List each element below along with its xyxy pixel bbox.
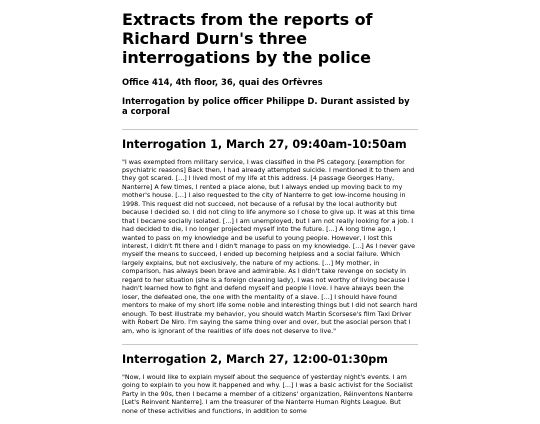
interrogation-text: "I was exempted from military service, I was classified in the PS category. [exemption for psychiatric reasons] Back then, I had already attempted suicide. I mentioned it to them and they got scared. [...] I lived most of my life at this address. [4 passage Georges Hany, Nanterre] A few times, I rented a place alone, but I always ended up moving back to my mother's house. [...] I also requested to the city of Nanterre to get low-income housing in 1998. This request did not succeed, not because of a refusal by the local authority but because I decided so. I did not cling to life anymore so I chose to give up. It was at this time that I became socially isolated. [...] I am unemployed, but I am not really looking for a job. I had decided to die, I no longer projected myself into the future. [...] A long time ago, I wanted to pass on my knowledge and be useful to young people. However, I lost this interest, I didn't fit there and I didn't manage to pass on my knowledge. [...] As I never gave myself the means to succeed, I ended up becoming helpless and a social failure. Which largely explains, but not exclusively, the nature of my actions. [...] My mother, in comparison, has always been brave and admirable. As I didn't take revenge on society in regard to her situation (she is a foreign cleaning lady), I was not worthy of living because I hadn't learned how to fight and defend myself and people I love. I have always been the loser, the defeated one, the one with the mentality of a slave. [...] I should have found mentors to make of my short life some noble and interesting things but I did not search hard enough. To best illustrate my behavior, you should watch Martin Scorsese's film Taxi Driver with Robert De Niro. I'm saying the same thing over and over, but the asocial person that I am, who is ignorant of the realities of life does not deserve to live." <box>122 158 418 335</box>
page-title: Extracts from the reports of Richard Durn's three interrogations by the police <box>122 10 373 67</box>
section-divider <box>122 344 418 345</box>
interrogation-section-1 <box>122 138 418 337</box>
interrogation-heading: Interrogation 2, March 27, 12:00-01:30pm <box>122 353 388 367</box>
interrogation-text: "Now, I would like to explain myself about the sequence of yesterday night's events. I am going to explain to you how it happened and why. [...] I was a basic activist for the Socialist Party in the 90s, then I became a member of a citizens' organization, Réinventons Nanterre [Let's Reinvent Nanterre]. I am the treasurer of the Nanterre Human Rights League. But none of these activities and functions, in addition to some <box>122 374 413 415</box>
interrogator-subtitle: Interrogation by police officer Philippe D. Durant assisted by a corporal <box>122 95 410 116</box>
section-divider <box>122 129 418 130</box>
location-subtitle: Office 414, 4th floor, 36, quai des Orfèvres <box>122 77 323 87</box>
interrogation-heading: Interrogation 1, March 27, 09:40am-10:50am <box>122 137 407 151</box>
interrogation-section-2 <box>122 353 418 416</box>
report-page <box>122 10 418 424</box>
